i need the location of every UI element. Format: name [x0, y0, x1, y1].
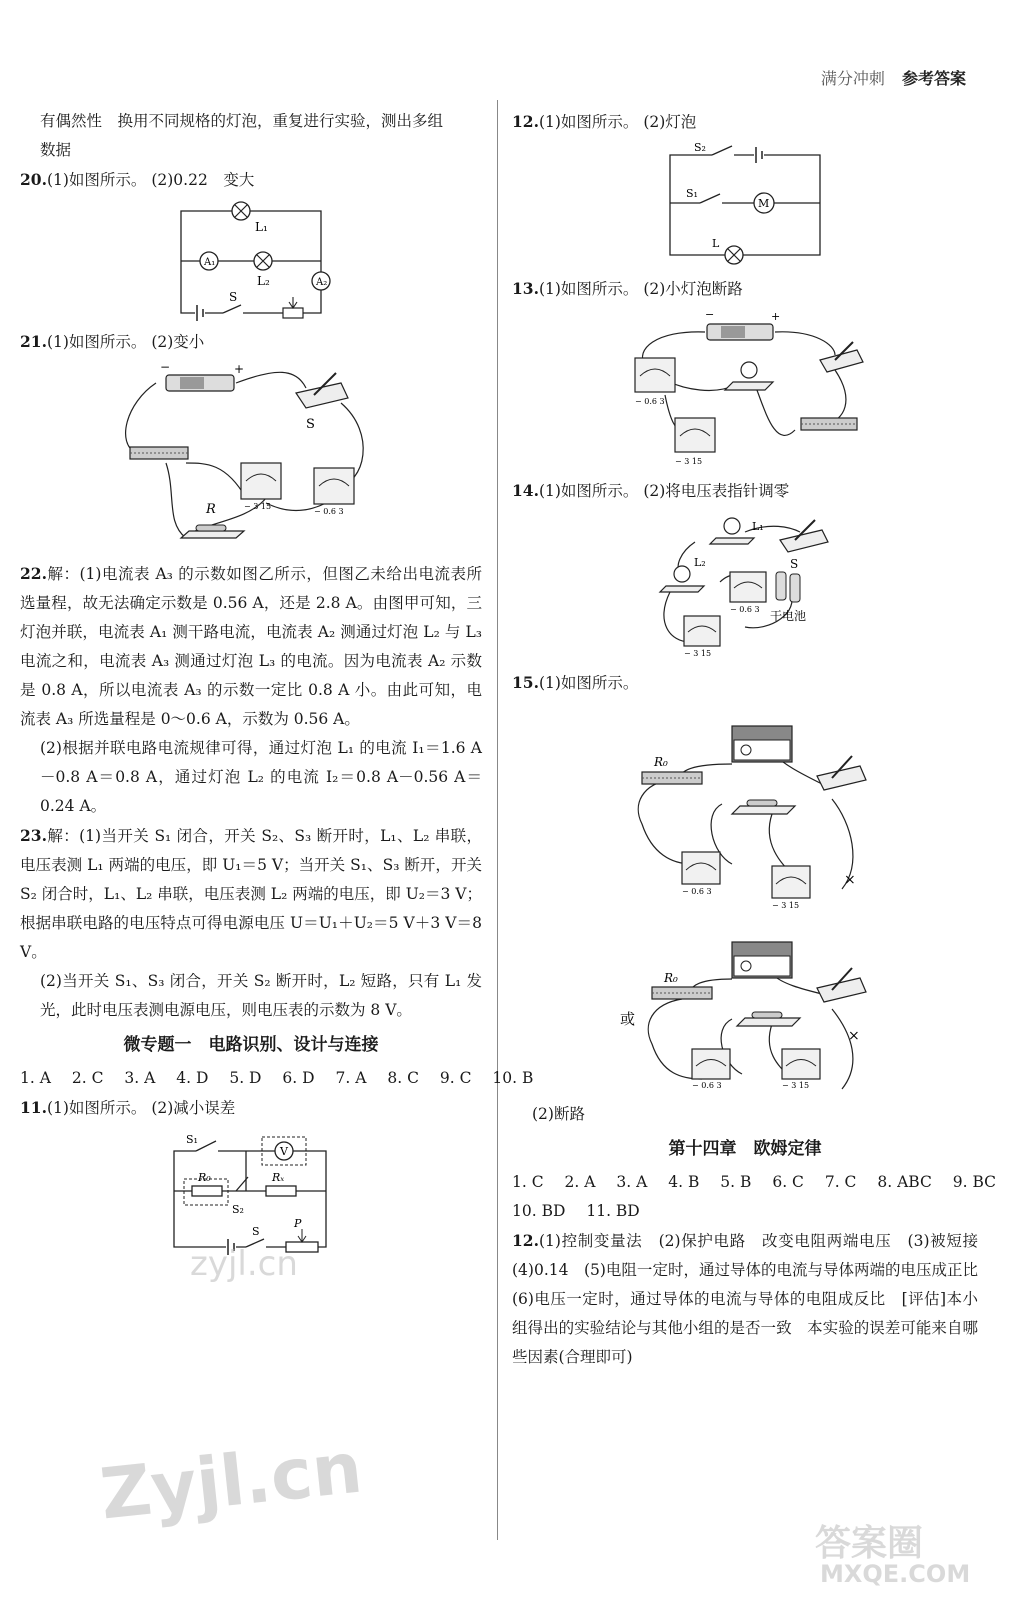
mc-answer-row-1	[512, 1168, 997, 1197]
question-12b	[512, 1226, 994, 1372]
q21-answer: (1)如图所示。 (2)变小	[46, 333, 205, 351]
label-l: L	[712, 237, 720, 250]
mc-answer: 2. C	[71, 1069, 104, 1087]
lamp-l-icon	[725, 246, 743, 264]
svg-text:M: M	[758, 197, 770, 210]
header-subtitle: 满分冲刺	[820, 69, 885, 88]
mc-answer: 7. A	[335, 1069, 367, 1087]
rheostat-icon	[642, 772, 702, 784]
label-s: S	[790, 557, 799, 571]
switch-icon	[817, 756, 866, 790]
ammeter-scale: − 0.6 3	[682, 887, 712, 896]
voltmeter-scale: − 3 15	[782, 1081, 810, 1090]
label-l1: L₁	[255, 220, 268, 234]
watermark-zyjl: zyjl.cn	[190, 1244, 298, 1284]
q22-number: 22.	[20, 564, 47, 583]
label-l2: L₂	[257, 274, 270, 288]
power-supply-icon	[732, 942, 792, 978]
header-title: 参考答案	[901, 69, 966, 88]
question-22	[20, 559, 482, 734]
mc-answer: 9. C	[439, 1069, 472, 1087]
ammeter-scale: − 0.6 3	[692, 1081, 722, 1090]
switch-icon	[296, 373, 348, 408]
mc-answer: 8. ABC	[877, 1173, 932, 1191]
label-s2: S₂	[694, 141, 706, 154]
switch-icon	[223, 305, 243, 317]
switch-icon	[820, 342, 863, 372]
label-or: 或	[620, 1010, 636, 1028]
q15-part2: (2)断路	[532, 1105, 585, 1123]
mc-answer: 2. A	[564, 1173, 596, 1191]
ammeter-a2-icon	[312, 272, 330, 290]
motor-icon	[754, 193, 774, 213]
battery-icon	[195, 305, 205, 321]
mc-answer: 4. B	[668, 1173, 700, 1191]
mc-answer: 5. D	[229, 1069, 262, 1087]
q14-answer: (1)如图所示。 (2)将电压表指针调零	[538, 482, 790, 500]
resistor-rx-icon	[266, 1186, 296, 1196]
label-s2: S₂	[232, 1203, 244, 1216]
label-rx: Rₓ	[272, 1171, 285, 1184]
mc-answer: 3. A	[616, 1173, 648, 1191]
ammeter-icon	[730, 572, 766, 602]
q12b-number: 12.	[512, 1231, 539, 1250]
ammeter-a1-icon	[200, 252, 218, 270]
mc-answer: 4. D	[176, 1069, 209, 1087]
rheostat-icon	[283, 297, 303, 318]
rheostat-icon	[801, 418, 857, 430]
mc-answer-row	[20, 1064, 534, 1093]
ammeter-icon	[692, 1049, 730, 1079]
voltmeter-icon	[241, 463, 281, 499]
q11-circuit-diagram	[166, 1129, 336, 1259]
label-r: R	[206, 502, 216, 517]
watermark-zyjl-large: Zyjl.cn	[96, 1426, 366, 1536]
question-13	[512, 274, 978, 304]
label-battery: 干电池	[770, 609, 807, 623]
q12-answer: (1)如图所示。 (2)灯泡	[538, 113, 697, 131]
chapter-title: 第十四章 欧姆定律	[668, 1139, 822, 1159]
rheostat-icon	[652, 987, 712, 999]
right-column	[512, 107, 997, 1372]
resistor-icon	[732, 800, 795, 814]
continued-text-2: 数据	[40, 141, 72, 159]
ammeter-scale: − 0.6 3	[635, 397, 665, 406]
q21-number: 21.	[20, 332, 47, 351]
voltmeter-icon	[675, 418, 715, 452]
voltmeter-scale: − 3 15	[244, 502, 272, 511]
rheostat-icon	[286, 1229, 318, 1252]
question-21	[20, 327, 482, 357]
power-supply-icon	[732, 726, 792, 762]
cross-mark: ×	[844, 872, 856, 888]
voltmeter-scale: − 3 15	[675, 457, 703, 466]
watermark-mxqe: MXQE.COM	[820, 1560, 971, 1588]
resistor-icon	[181, 525, 244, 538]
page-header	[821, 66, 966, 89]
voltmeter-scale: − 3 15	[772, 901, 800, 910]
switch-icon	[780, 520, 828, 552]
mc-answer: 10. B	[492, 1069, 534, 1087]
ammeter-scale: − 0.6 3	[730, 605, 760, 614]
mc-answer: 8. C	[387, 1069, 419, 1087]
q12b-answer: (1)控制变量法 (2)保护电路 改变电阻两端电压 (3)被短接 (4)0.14 (5)电阻一定时，通过导体的电流与导体两端的电压成正比 (6)电压一定时，通过导体的电流与导体的电阻成反比 [评估]本小组得出的实验结论与其他小组的是否一致 本实验的误差可能来自哪些因素(合理即可)	[512, 1232, 994, 1366]
q13-number: 13.	[512, 279, 539, 298]
label-r0: R₀	[654, 755, 668, 769]
ammeter-icon	[682, 852, 720, 884]
q12-number: 12.	[512, 112, 539, 131]
q15-physical-circuits	[622, 704, 912, 1094]
switch-s1-icon	[700, 194, 722, 209]
q21-physical-circuit	[126, 360, 376, 553]
mc-answer: 3. A	[124, 1069, 156, 1087]
q20-number: 20.	[20, 170, 47, 189]
label-l1: L₁	[752, 520, 764, 533]
label-minus: −	[160, 360, 171, 374]
lamp-icon	[725, 362, 773, 390]
label-s1: S₁	[686, 187, 698, 200]
label-s: S	[252, 1225, 260, 1238]
q11-answer: (1)如图所示。 (2)减小误差	[46, 1099, 236, 1117]
mc-answer: 7. C	[824, 1173, 857, 1191]
battery-pack-icon	[166, 375, 234, 391]
switch-icon	[817, 968, 866, 1002]
q12-circuit-diagram	[660, 143, 830, 268]
battery-icon	[754, 147, 764, 163]
label-s: S	[306, 417, 315, 432]
q15-answer: (1)如图所示。	[538, 674, 639, 692]
q14-number: 14.	[512, 481, 539, 500]
q23-number: 23.	[20, 826, 47, 845]
label-s1: S₁	[186, 1133, 198, 1146]
rheostat-icon	[130, 447, 188, 459]
label-plus: +	[771, 310, 781, 323]
q14-physical-circuit	[650, 512, 840, 662]
lamp-l1-icon	[232, 202, 250, 220]
question-12	[512, 107, 978, 137]
mc-answer: 6. C	[772, 1173, 804, 1191]
column-divider	[497, 100, 498, 1540]
q13-answer: (1)如图所示。 (2)小灯泡断路	[538, 280, 743, 298]
svg-text:A₂: A₂	[316, 277, 328, 288]
svg-text:A₁: A₁	[204, 257, 216, 268]
switch-s1-icon	[196, 1141, 218, 1156]
mc-answer: 1. A	[20, 1069, 51, 1087]
question-20	[20, 165, 482, 195]
ammeter-icon	[314, 468, 354, 504]
label-r0: R₀	[198, 1171, 211, 1184]
voltmeter-scale: − 3 15	[684, 649, 712, 658]
switch-s-icon	[246, 1239, 266, 1251]
lamp-l2-icon	[254, 252, 272, 270]
battery-icon	[226, 1239, 236, 1255]
question-11	[20, 1093, 482, 1123]
switch-s2-icon	[712, 146, 734, 161]
q22-part1: 解：(1)电流表 A₃ 的示数如图乙所示，但图乙未给出电流表所选量程，故无法确定示数是 0.56 A，还是 2.8 A。由图甲可知，三灯泡并联，电流表 A₁ 测干路电流，电流表 A₂ 测通过灯泡 L₂ 与 L₃ 电流之和，电流表 A₃ 测通过灯泡 L₃ 的电流。因为电流表 A₂ 示数是 0.8 A，所以电流表 A₃ 的示数一定比 0.8 A 小。由此可知，电流表 A₃ 所选量程是 0～0.6 A，示数为 0.56 A。	[20, 565, 482, 728]
label-l2: L₂	[694, 556, 706, 569]
mc-answer: 6. D	[282, 1069, 315, 1087]
label-s: S	[229, 290, 238, 304]
label-minus: −	[705, 308, 715, 321]
resistor-icon	[737, 1012, 800, 1026]
topic-title: 微专题一 电路识别、设计与连接	[123, 1035, 379, 1055]
label-p: P	[294, 1217, 302, 1230]
mc-answer: 11. BD	[586, 1202, 640, 1220]
mc-answer: 9. BC	[952, 1173, 997, 1191]
q23-part1: 解：(1)当开关 S₁ 闭合，开关 S₂、S₃ 断开时，L₁、L₂ 串联，电压表测 L₁ 两端的电压，即 U₁＝5 V；当开关 S₁、S₃ 断开，开关 S₂ 闭合时，L₁、L₂ 串联，电压表测 L₂ 两端的电压，即 U₂＝3 V；根据串联电路的电压特点可得电源电压 U＝U₁＋U₂＝5 V＋3 V＝8 V。	[20, 827, 482, 961]
mc-answer: 10. BD	[512, 1202, 566, 1220]
voltmeter-icon	[772, 866, 810, 898]
voltmeter-icon	[684, 616, 720, 646]
label-r0: R₀	[664, 971, 678, 985]
mc-answer: 1. C	[512, 1173, 544, 1191]
ammeter-icon	[635, 358, 675, 392]
q23-part2: (2)当开关 S₁、S₃ 闭合，开关 S₂ 断开时，L₂ 短路，只有 L₁ 发光，此时电压表测电源电压，则电压表的示数为 8 V。	[40, 972, 482, 1019]
lamp-l2-icon	[660, 566, 704, 592]
q22-part2: (2)根据并联电路电流规律可得，通过灯泡 L₁ 的电流 I₁＝1.6 A－0.8 A＝0.8 A，通过灯泡 L₂ 的电流 I₂＝0.8 A－0.56 A＝0.24 A。	[40, 739, 482, 815]
continued-text-1: 有偶然性 换用不同规格的灯泡，重复进行实验，测出多组	[40, 112, 444, 130]
mc-answer: 5. B	[720, 1173, 752, 1191]
voltmeter-icon	[782, 1049, 820, 1079]
label-plus: +	[234, 362, 245, 376]
watermark-answer-circle: 答案圈	[815, 1523, 924, 1564]
q20-circuit-diagram	[171, 201, 331, 321]
svg-text:V: V	[280, 1145, 288, 1158]
q20-answer: (1)如图所示。 (2)0.22 变大	[46, 171, 255, 189]
cross-mark: ×	[848, 1028, 860, 1044]
ammeter-scale: − 0.6 3	[314, 507, 344, 516]
q13-physical-circuit	[625, 310, 865, 470]
mc-answer-row-2	[512, 1197, 978, 1226]
q11-number: 11.	[20, 1098, 47, 1117]
question-15	[512, 668, 978, 698]
q15-number: 15.	[512, 673, 539, 692]
dry-cell-icon	[776, 572, 800, 602]
battery-pack-icon	[707, 324, 773, 340]
question-23	[20, 821, 482, 967]
question-14	[512, 476, 978, 506]
